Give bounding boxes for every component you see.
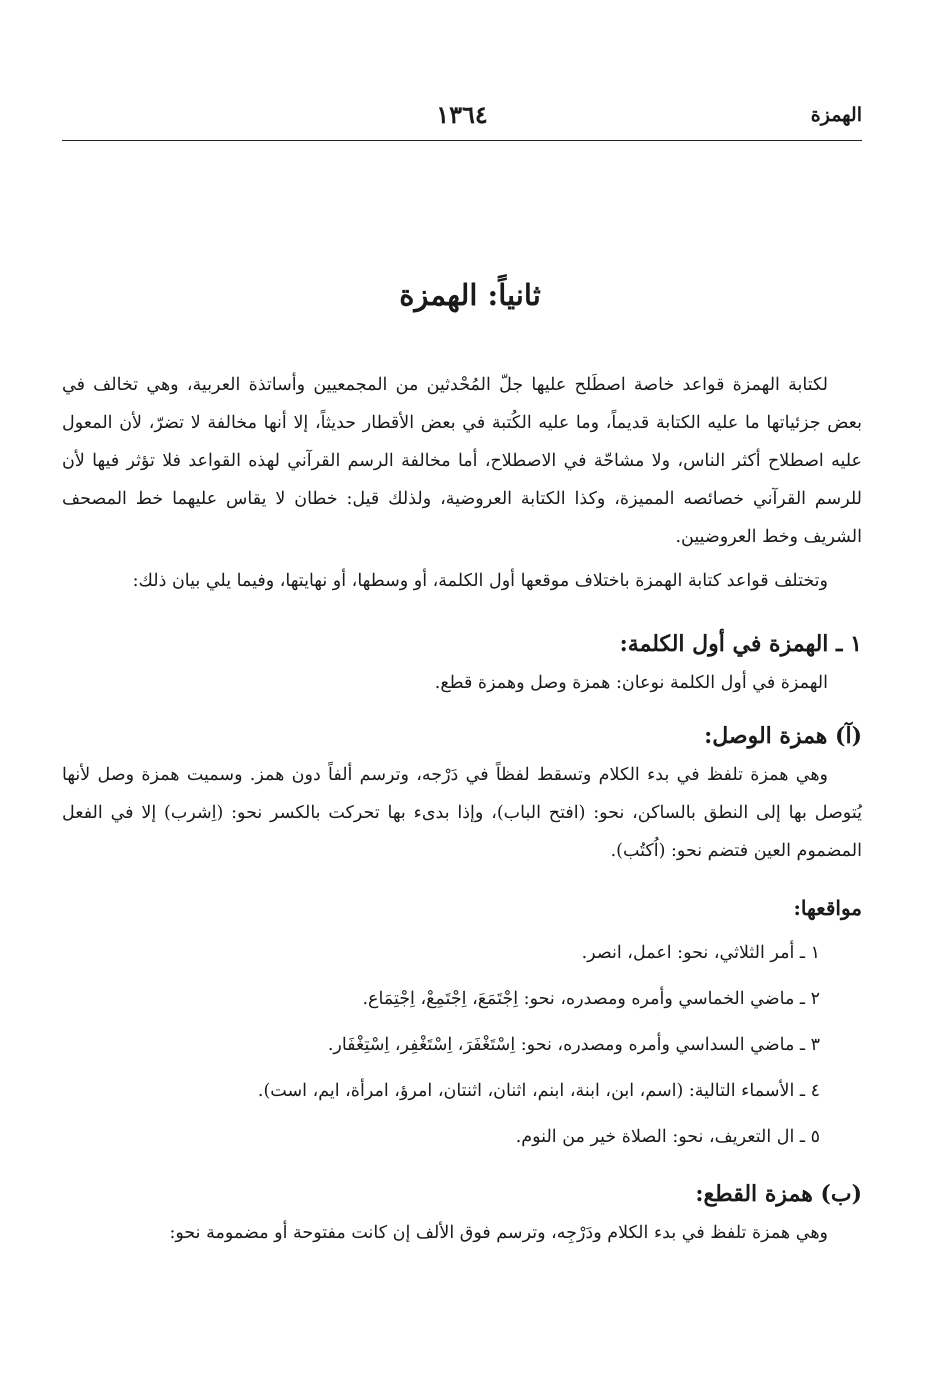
page-title: ثانياً: الهمزة: [399, 278, 541, 312]
list-item: ٤ ـ الأسماء التالية: (اسم، ابن، ابنة، ابنم، اثنان، اثنتان، امرؤ، امرأة، ايم، است).: [257, 1081, 820, 1101]
body-content: [62, 366, 862, 1252]
section-heading-initial-hamza: ١ ـ الهمزة في أول الكلمة:: [619, 631, 862, 657]
running-header: [62, 96, 862, 141]
section-initial-hamza-text: الهمزة في أول الكلمة نوعان: همزة وصل وهمزة قطع.: [434, 673, 828, 693]
running-title: الهمزة: [810, 104, 862, 126]
section-heading-hamzat-wasl: (آ) همزة الوصل:: [704, 723, 862, 749]
page-number: ١٣٦٤: [436, 100, 488, 129]
hamzat-qat-paragraph: وهي همزة تلفظ في بدء الكلام ودَرْجِه، وترسم فوق الألف إن كانت مفتوحة أو مضمومة نحو:: [169, 1223, 828, 1243]
list-item: ٢ ـ ماضي الخماسي وأمره ومصدره، نحو: اِجْتَمَعَ، اِجْتَمِعْ، اِجْتِمَاع.: [362, 989, 820, 1009]
section-heading-hamzat-qat: (ب) همزة القطع:: [695, 1181, 862, 1207]
list-item: ٣ ـ ماضي السداسي وأمره ومصدره، نحو: اِسْتَغْفَرَ، اِسْتَغْفِر، اِسْتِغْفَار.: [327, 1035, 820, 1055]
positions-list: [62, 930, 862, 1160]
hamzat-wasl-paragraph: وهي همزة تلفظ في بدء الكلام وتسقط لفظاً في دَرْجه، وترسم ألفاً دون همز. وسميت همزة وصل لأنها يُتوصل بها إلى النطق بالساكن، نحو: (افتح الباب)، وإذا بدىء بها تحركت بالكسر نحو: (اِشرب) إلا في الفعل المضموم العين فتضم نحو: (اُكتُب).: [62, 765, 862, 861]
positions-heading: مواقعها:: [793, 896, 862, 920]
intro-paragraph-2: وتختلف قواعد كتابة الهمزة باختلاف موقعها أول الكلمة، أو وسطها، أو نهايتها، وفيما يلي بيان ذلك:: [132, 571, 828, 591]
intro-paragraph-1: لكتابة الهمزة قواعد خاصة اصطَلح عليها جلّ المُحْدثين من المجمعيين وأساتذة العربية، وهي تخالف في بعض جزئياتها ما عليه الكتابة قديماً، وما عليه الكُتبة في بعض الأقطار حديثاً، إلا أنها مخالفة لا تضرّ، لأن المعول عليه اصطلاح أكثر الناس، ولا مشاحّة في الاصطلاح، أما مخالفة الرسم القرآني لهذه القواعد فلا تؤثر فيها لأن للرسم القرآني خصائصه المميزة، وكذا الكتابة العروضية، ولذلك قيل: خطان لا يقاس عليهما خط المصحف الشريف وخط العروضيين.: [62, 375, 862, 547]
list-item: ٥ ـ ال التعريف، نحو: الصلاة خير من النوم.: [515, 1127, 820, 1147]
list-item: ١ ـ أمر الثلاثي، نحو: اعمل، انصر.: [581, 943, 820, 963]
